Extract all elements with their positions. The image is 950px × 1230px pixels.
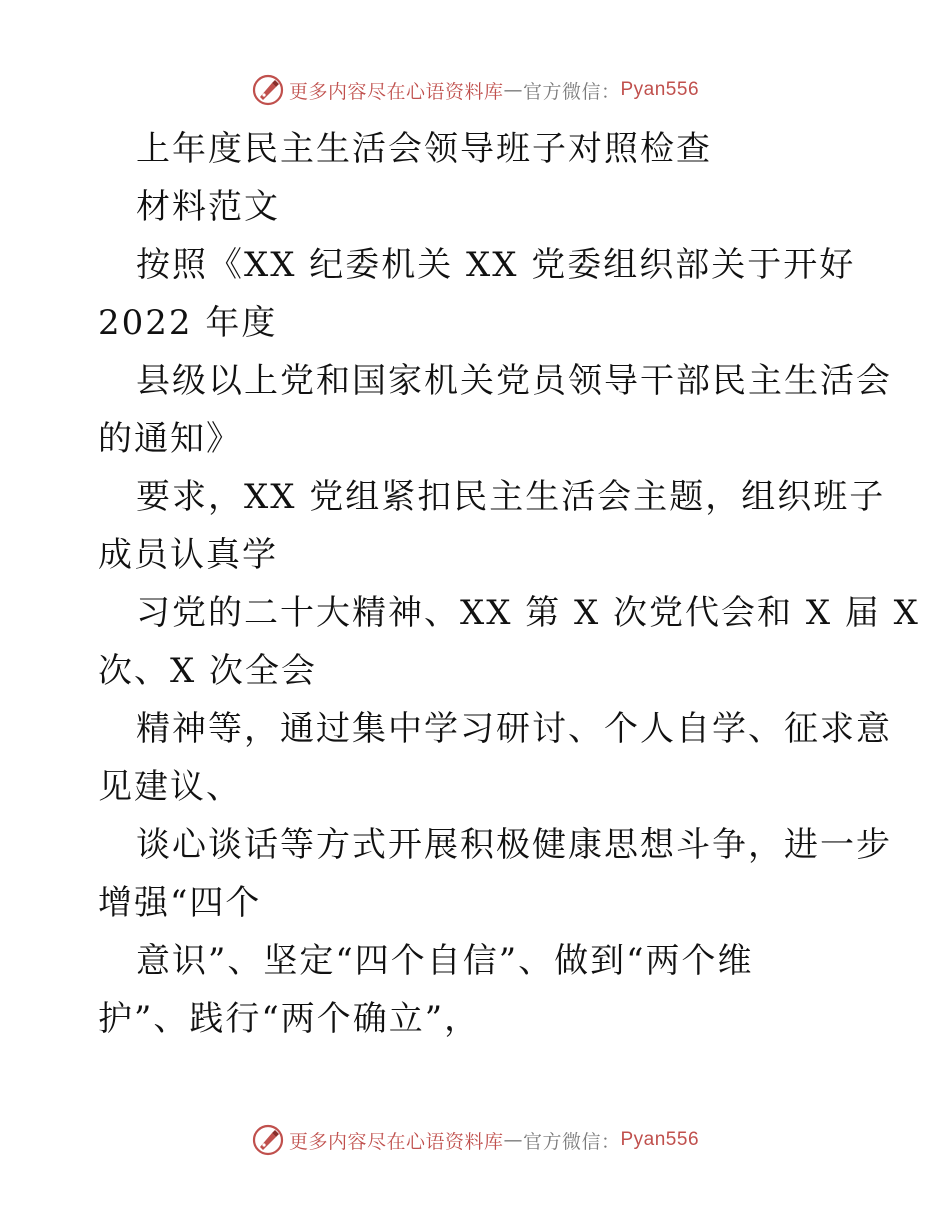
watermark-account: Pyan556	[620, 79, 700, 100]
document-line: 见建议、	[98, 767, 242, 807]
document-line: 按照《XX 纪委机关 XX 党委组织部关于开好	[136, 245, 856, 285]
document-line: 县级以上党和国家机关党员领导干部民主生活会	[136, 361, 892, 401]
document-line: 护”、践行“两个确立”，	[98, 999, 481, 1039]
document-line: 次、X 次全会	[98, 651, 318, 691]
watermark-brand-text: 更多内容尽在心语资料库	[288, 1130, 504, 1153]
watermark-wechat-label: 官方微信：	[522, 1130, 621, 1153]
document-line: 精神等，通过集中学习研讨、个人自学、征求意	[136, 709, 892, 749]
pen-nib-circle-icon	[251, 1123, 285, 1157]
document-line: 谈心谈话等方式开展积极健康思想斗争，进一步	[136, 825, 892, 865]
watermark-wechat-label: 官方微信：	[522, 80, 621, 103]
document-line: 的通知》	[98, 419, 242, 459]
watermark-brand-text: 更多内容尽在心语资料库	[288, 80, 504, 103]
document-body	[98, 120, 920, 1048]
watermark-dash: —	[503, 79, 523, 101]
footer-watermark	[0, 1120, 950, 1160]
document-line: 2022 年度	[98, 303, 278, 343]
document-line: 习党的二十大精神、XX 第 X 次党代会和 X 届 X	[136, 593, 920, 633]
header-watermark	[0, 70, 950, 110]
watermark-account: Pyan556	[620, 1129, 700, 1150]
document-line: 材料范文	[136, 187, 280, 227]
document-line: 增强“四个	[98, 883, 262, 923]
pen-nib-circle-icon	[251, 73, 285, 107]
document-line: 成员认真学	[98, 535, 278, 575]
document-line: 意识”、坚定“四个自信”、做到“两个维	[136, 941, 754, 981]
watermark-dash: —	[503, 1129, 523, 1151]
document-line: 要求，XX 党组紧扣民主生活会主题，组织班子	[136, 477, 886, 517]
document-line: 上年度民主生活会领导班子对照检查	[136, 129, 712, 169]
